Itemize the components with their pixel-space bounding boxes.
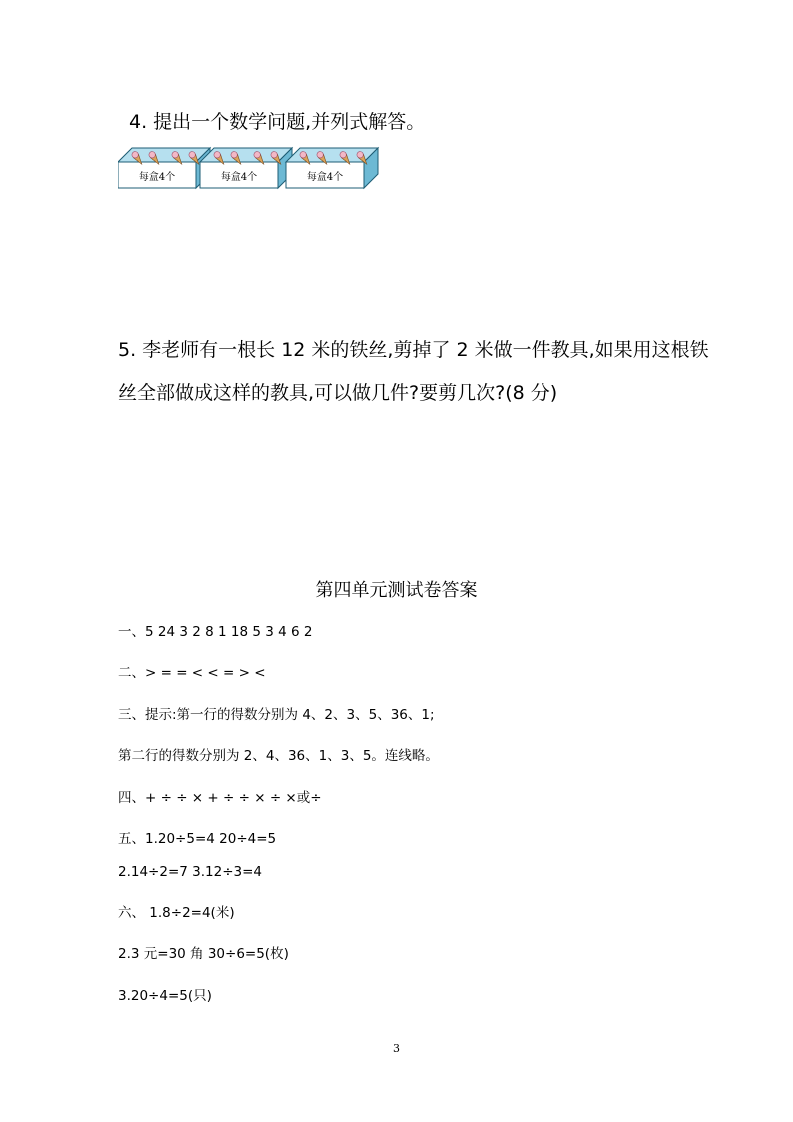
- box-2: [200, 148, 292, 188]
- box-label: 每盒4个: [220, 172, 258, 183]
- page-number: 3: [393, 1042, 400, 1055]
- box-label: 每盒4个: [138, 172, 176, 183]
- answer-line-5: 四、+ ÷ ÷ × + ÷ ÷ × ÷ ×或÷: [118, 790, 322, 806]
- answer-line-1: 一、5 24 3 2 8 1 18 5 3 4 6 2: [118, 624, 313, 640]
- answer-line-7: 2.14÷2=7 3.12÷3=4: [118, 864, 263, 880]
- box-label: 每盒4个: [306, 172, 344, 183]
- answer-line-9: 2.3 元=30 角 30÷6=5(枚): [118, 946, 289, 962]
- question-4-text: 4. 提出一个数学问题,并列式解答。: [129, 111, 426, 133]
- answer-line-2: 二、> = = < < = > <: [118, 665, 266, 681]
- answer-line-8: 六、 1.8÷2=4(米): [118, 905, 235, 921]
- answer-line-6: 五、1.20÷5=4 20÷4=5: [118, 831, 277, 847]
- answer-line-3: 三、提示:第一行的得数分别为 4、2、3、5、36、1;: [118, 707, 435, 723]
- ice-cream-boxes-illustration: [118, 144, 384, 196]
- question-5-line-2: 丝全部做成这样的教具,可以做几件?要剪几次?(8 分): [118, 382, 558, 404]
- answer-key-title: 第四单元测试卷答案: [315, 580, 478, 601]
- box-3: [286, 148, 378, 188]
- box-1: [118, 148, 210, 188]
- ice-cream-boxes-svg: [118, 144, 384, 192]
- answer-line-4: 第二行的得数分别为 2、4、36、1、3、5。连线略。: [118, 748, 439, 764]
- question-5-line-1: 5. 李老师有一根长 12 米的铁丝,剪掉了 2 米做一件教具,如果用这根铁: [118, 339, 709, 361]
- answer-line-10: 3.20÷4=5(只): [118, 988, 212, 1004]
